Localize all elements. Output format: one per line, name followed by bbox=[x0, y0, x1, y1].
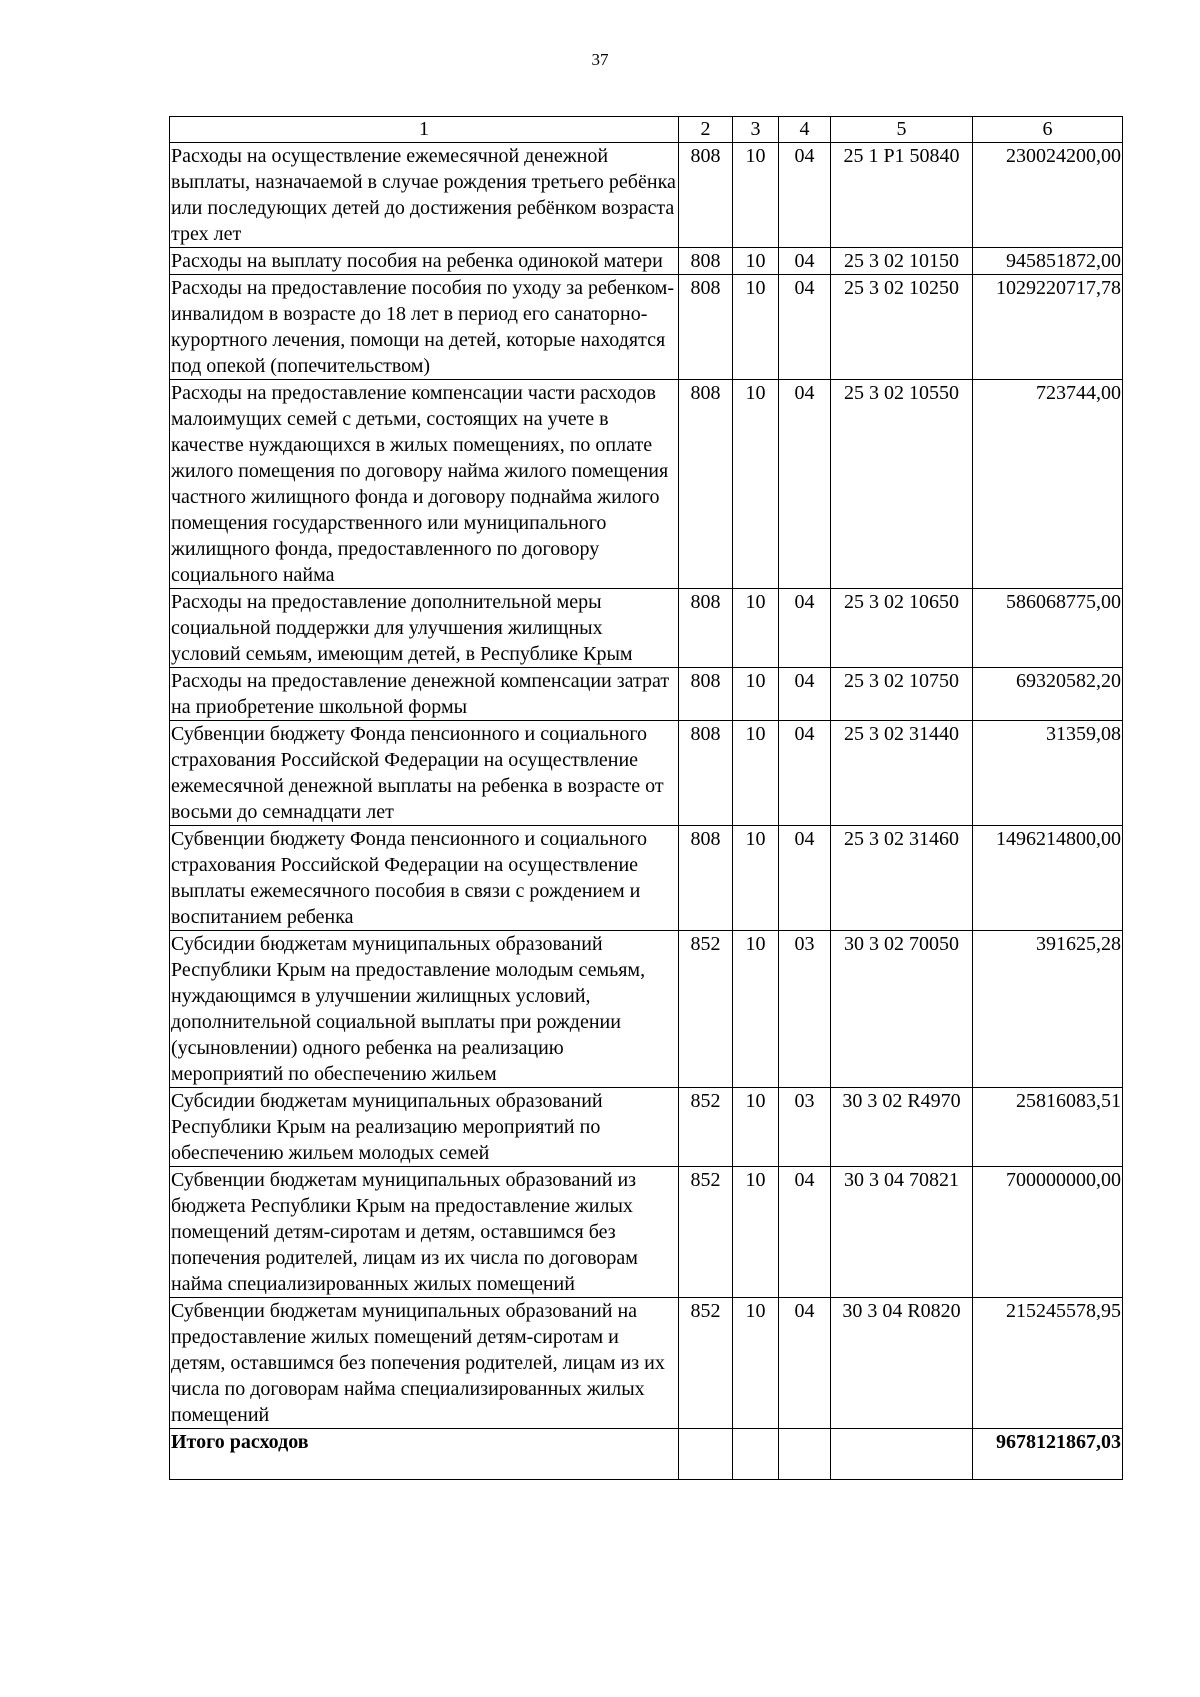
header-col-1: 1 bbox=[170, 117, 679, 143]
total-empty-cell bbox=[679, 1429, 733, 1480]
row-amount: 69320582,20 bbox=[973, 668, 1123, 721]
row-name: Субсидии бюджетам муниципальных образований Республики Крым на реализацию мероприятий по обеспечению жильем молодых семей bbox=[170, 1088, 679, 1167]
budget-table bbox=[169, 116, 1123, 1480]
row-code-ministry: 808 bbox=[679, 826, 733, 931]
row-name: Расходы на предоставление пособия по уходу за ребенком-инвалидом в возрасте до 18 лет в период его санаторно-курортного лечения, помощи на детей, которые находятся под опекой (попечительством) bbox=[170, 275, 679, 380]
header-col-4: 4 bbox=[779, 117, 831, 143]
row-code-ministry: 808 bbox=[679, 721, 733, 826]
row-code-subsection: 04 bbox=[779, 248, 831, 275]
table-header-row bbox=[170, 117, 1123, 143]
row-code-section: 10 bbox=[733, 668, 779, 721]
table-row bbox=[170, 1088, 1123, 1167]
row-amount: 700000000,00 bbox=[973, 1167, 1123, 1298]
table-row bbox=[170, 143, 1123, 248]
total-label: Итого расходов bbox=[170, 1429, 679, 1480]
table-row bbox=[170, 380, 1123, 589]
row-code-target: 25 3 02 10650 bbox=[831, 589, 973, 668]
row-code-ministry: 852 bbox=[679, 1088, 733, 1167]
row-amount: 945851872,00 bbox=[973, 248, 1123, 275]
table-row bbox=[170, 931, 1123, 1088]
table-row bbox=[170, 1298, 1123, 1429]
table-row bbox=[170, 589, 1123, 668]
row-amount: 586068775,00 bbox=[973, 589, 1123, 668]
row-code-section: 10 bbox=[733, 143, 779, 248]
header-col-2: 2 bbox=[679, 117, 733, 143]
row-code-ministry: 852 bbox=[679, 1167, 733, 1298]
row-code-subsection: 04 bbox=[779, 721, 831, 826]
row-amount: 230024200,00 bbox=[973, 143, 1123, 248]
row-code-section: 10 bbox=[733, 1298, 779, 1429]
row-code-target: 25 3 02 31460 bbox=[831, 826, 973, 931]
row-code-target: 30 3 04 70821 bbox=[831, 1167, 973, 1298]
total-empty-cell bbox=[831, 1429, 973, 1480]
total-amount: 9678121867,03 bbox=[973, 1429, 1123, 1480]
header-col-3: 3 bbox=[733, 117, 779, 143]
row-name: Расходы на предоставление компенсации части расходов малоимущих семей с детьми, состоящих на учете в качестве нуждающихся в жилых помещениях, по оплате жилого помещения по договору найма жилого помещения частного жилищного фонда и договору поднайма жилого помещения государственного или муниципального жилищного фонда, предоставленного по договору социального найма bbox=[170, 380, 679, 589]
total-row bbox=[170, 1429, 1123, 1480]
row-name: Субсидии бюджетам муниципальных образований Республики Крым на предоставление молодым семьям, нуждающимся в улучшении жилищных условий, дополнительной социальной выплаты при рождении (усыновлении) одного ребенка на реализацию мероприятий по обеспечению жильем bbox=[170, 931, 679, 1088]
table-row bbox=[170, 275, 1123, 380]
row-code-target: 25 3 02 10550 bbox=[831, 380, 973, 589]
row-code-section: 10 bbox=[733, 931, 779, 1088]
total-empty-cell bbox=[779, 1429, 831, 1480]
row-name: Расходы на предоставление денежной компенсации затрат на приобретение школьной формы bbox=[170, 668, 679, 721]
total-empty-cell bbox=[733, 1429, 779, 1480]
row-code-ministry: 808 bbox=[679, 143, 733, 248]
row-amount: 1029220717,78 bbox=[973, 275, 1123, 380]
row-code-target: 25 3 02 10250 bbox=[831, 275, 973, 380]
row-name: Расходы на осуществление ежемесячной денежной выплаты, назначаемой в случае рождения третьего ребёнка или последующих детей до достижения ребёнком возраста трех лет bbox=[170, 143, 679, 248]
row-code-subsection: 04 bbox=[779, 1298, 831, 1429]
row-code-target: 25 3 02 31440 bbox=[831, 721, 973, 826]
header-col-6: 6 bbox=[973, 117, 1123, 143]
row-code-section: 10 bbox=[733, 589, 779, 668]
row-code-target: 25 3 02 10750 bbox=[831, 668, 973, 721]
row-amount: 31359,08 bbox=[973, 721, 1123, 826]
page-number: 37 bbox=[591, 50, 609, 69]
row-code-ministry: 808 bbox=[679, 589, 733, 668]
table-row bbox=[170, 826, 1123, 931]
row-code-subsection: 03 bbox=[779, 1088, 831, 1167]
row-code-target: 30 3 02 70050 bbox=[831, 931, 973, 1088]
row-code-section: 10 bbox=[733, 248, 779, 275]
row-code-subsection: 04 bbox=[779, 826, 831, 931]
row-code-section: 10 bbox=[733, 721, 779, 826]
row-amount: 1496214800,00 bbox=[973, 826, 1123, 931]
row-code-target: 30 3 02 R4970 bbox=[831, 1088, 973, 1167]
row-code-subsection: 04 bbox=[779, 275, 831, 380]
row-code-subsection: 04 bbox=[779, 1167, 831, 1298]
row-code-ministry: 808 bbox=[679, 275, 733, 380]
row-code-subsection: 04 bbox=[779, 589, 831, 668]
row-name: Субвенции бюджету Фонда пенсионного и социального страхования Российской Федерации на осуществление выплаты ежемесячного пособия в связи с рождением и воспитанием ребенка bbox=[170, 826, 679, 931]
row-code-target: 30 3 04 R0820 bbox=[831, 1298, 973, 1429]
row-name: Субвенции бюджетам муниципальных образований из бюджета Республики Крым на предоставление жилых помещений детям-сиротам и детям, оставшимся без попечения родителей, лицам из их числа по договорам найма специализированных жилых помещений bbox=[170, 1167, 679, 1298]
row-code-section: 10 bbox=[733, 380, 779, 589]
header-col-5: 5 bbox=[831, 117, 973, 143]
table-row bbox=[170, 668, 1123, 721]
table-row bbox=[170, 248, 1123, 275]
row-code-section: 10 bbox=[733, 1088, 779, 1167]
row-amount: 215245578,95 bbox=[973, 1298, 1123, 1429]
row-code-ministry: 852 bbox=[679, 1298, 733, 1429]
table-row bbox=[170, 1167, 1123, 1298]
row-amount: 391625,28 bbox=[973, 931, 1123, 1088]
row-code-section: 10 bbox=[733, 826, 779, 931]
row-name: Расходы на выплату пособия на ребенка одинокой матери bbox=[170, 248, 679, 275]
row-name: Субвенции бюджетам муниципальных образований на предоставление жилых помещений детям-сиротам и детям, оставшимся без попечения родителей, лицам из их числа по договорам найма специализированных жилых помещений bbox=[170, 1298, 679, 1429]
row-amount: 723744,00 bbox=[973, 380, 1123, 589]
row-code-ministry: 852 bbox=[679, 931, 733, 1088]
row-code-ministry: 808 bbox=[679, 668, 733, 721]
row-code-subsection: 04 bbox=[779, 143, 831, 248]
table-row bbox=[170, 721, 1123, 826]
row-code-section: 10 bbox=[733, 1167, 779, 1298]
row-code-target: 25 1 P1 50840 bbox=[831, 143, 973, 248]
row-amount: 25816083,51 bbox=[973, 1088, 1123, 1167]
row-code-ministry: 808 bbox=[679, 248, 733, 275]
row-code-subsection: 04 bbox=[779, 668, 831, 721]
row-name: Расходы на предоставление дополнительной меры социальной поддержки для улучшения жилищных условий семьям, имеющим детей, в Республике Крым bbox=[170, 589, 679, 668]
row-name: Субвенции бюджету Фонда пенсионного и социального страхования Российской Федерации на осуществление ежемесячной денежной выплаты на ребенка в возрасте от восьми до семнадцати лет bbox=[170, 721, 679, 826]
row-code-target: 25 3 02 10150 bbox=[831, 248, 973, 275]
row-code-ministry: 808 bbox=[679, 380, 733, 589]
row-code-section: 10 bbox=[733, 275, 779, 380]
row-code-subsection: 04 bbox=[779, 380, 831, 589]
row-code-subsection: 03 bbox=[779, 931, 831, 1088]
